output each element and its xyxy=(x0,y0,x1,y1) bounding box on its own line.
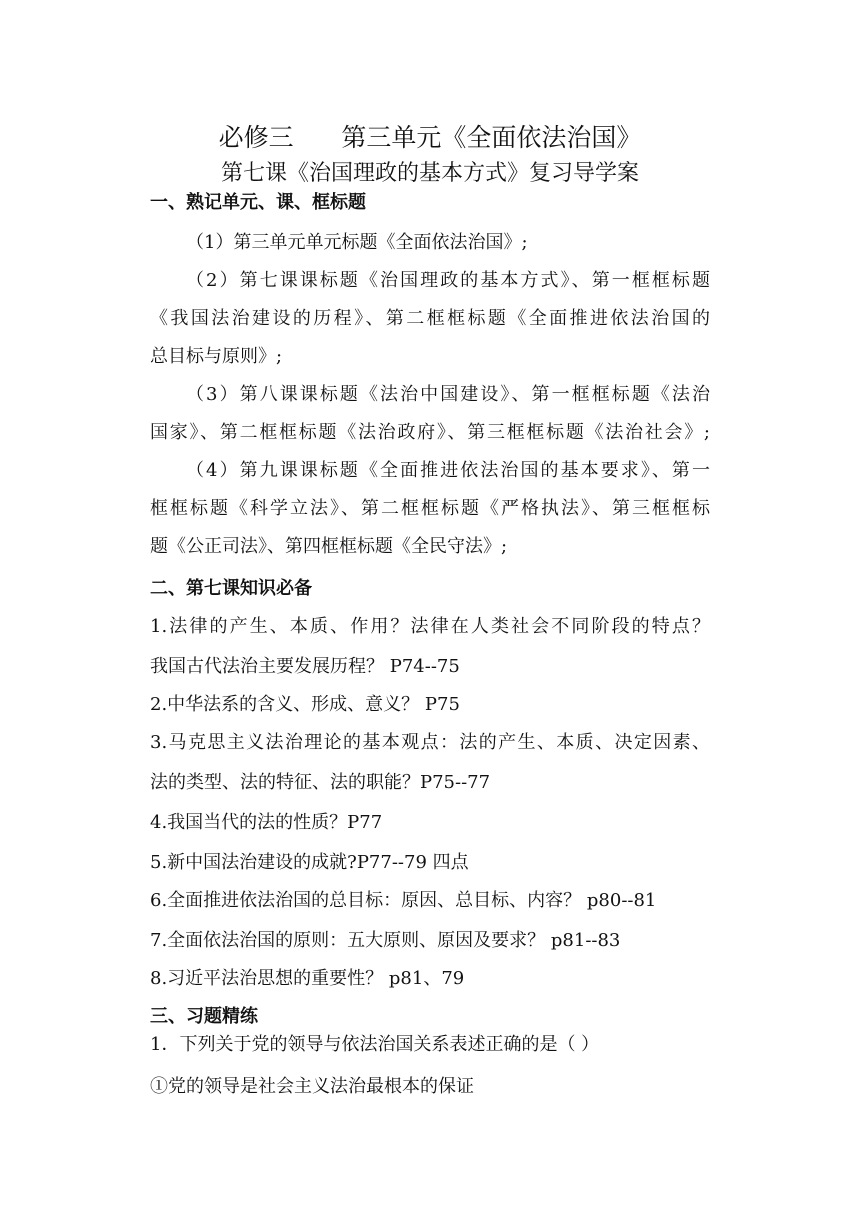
text-line: （2）第七课课标题《治国理政的基本方式》、第一框框标题 xyxy=(186,270,710,291)
section-heading-1: 一、熟记单元、课、框标题 xyxy=(150,192,366,213)
text-line: 8.习近平法治思想的重要性？ p81、79 xyxy=(150,968,465,989)
doc-subtitle: 第七课《治国理政的基本方式》复习导学案 xyxy=(220,161,639,186)
text-line: 国家》、第二框框标题《法治政府》、第三框框标题《法治社会》; xyxy=(150,422,710,443)
text-line: （1）第三单元单元标题《全面依法治国》; xyxy=(186,232,528,253)
text-line: （3）第八课课标题《法治中国建设》、第一框框标题《法治 xyxy=(186,384,710,405)
text-line: 2.中华法系的含义、形成、意义？ P75 xyxy=(150,694,460,715)
text-line: 总目标与原则》; xyxy=(150,346,283,367)
text-line: 框框标题《科学立法》、第二框框标题《严格执法》、第三框框标 xyxy=(150,498,710,519)
text-line: 题《公正司法》、第四框框标题《全民守法》; xyxy=(150,536,508,557)
text-line: 1.法律的产生、本质、作用？法律在人类社会不同阶段的特点？ xyxy=(150,616,710,637)
text-line: 6.全面推进依法治国的总目标：原因、总目标、内容？ p80--81 xyxy=(150,890,657,911)
text-line: 3.马克思主义法治理论的基本观点：法的产生、本质、决定因素、 xyxy=(150,732,710,753)
section-heading-3: 三、习题精练 xyxy=(150,1006,258,1027)
text-line: 5.新中国法治建设的成就?P77--79 四点 xyxy=(150,852,469,873)
question-line: 1．下列关于党的领导与依法治国关系表述正确的是（ ） xyxy=(150,1034,600,1055)
doc-title: 必修三 第三单元《全面依法治国》 xyxy=(218,123,642,152)
text-line: 法的类型、法的特征、法的职能？P75--77 xyxy=(150,772,491,793)
option-line: ①党的领导是社会主义法治最根本的保证 xyxy=(150,1076,474,1097)
text-line: （4）第九课课标题《全面推进依法治国的基本要求》、第一 xyxy=(186,460,710,481)
text-line: 我国古代法治主要发展历程？ P74--75 xyxy=(150,656,460,677)
text-line: 7.全面依法治国的原则：五大原则、原因及要求？ p81--83 xyxy=(150,930,621,951)
section-heading-2: 二、第七课知识必备 xyxy=(150,578,312,599)
text-line: 4.我国当代的法的性质？P77 xyxy=(150,812,383,833)
text-line: 《我国法治建设的历程》、第二框框标题《全面推进依法治国的 xyxy=(150,308,710,329)
